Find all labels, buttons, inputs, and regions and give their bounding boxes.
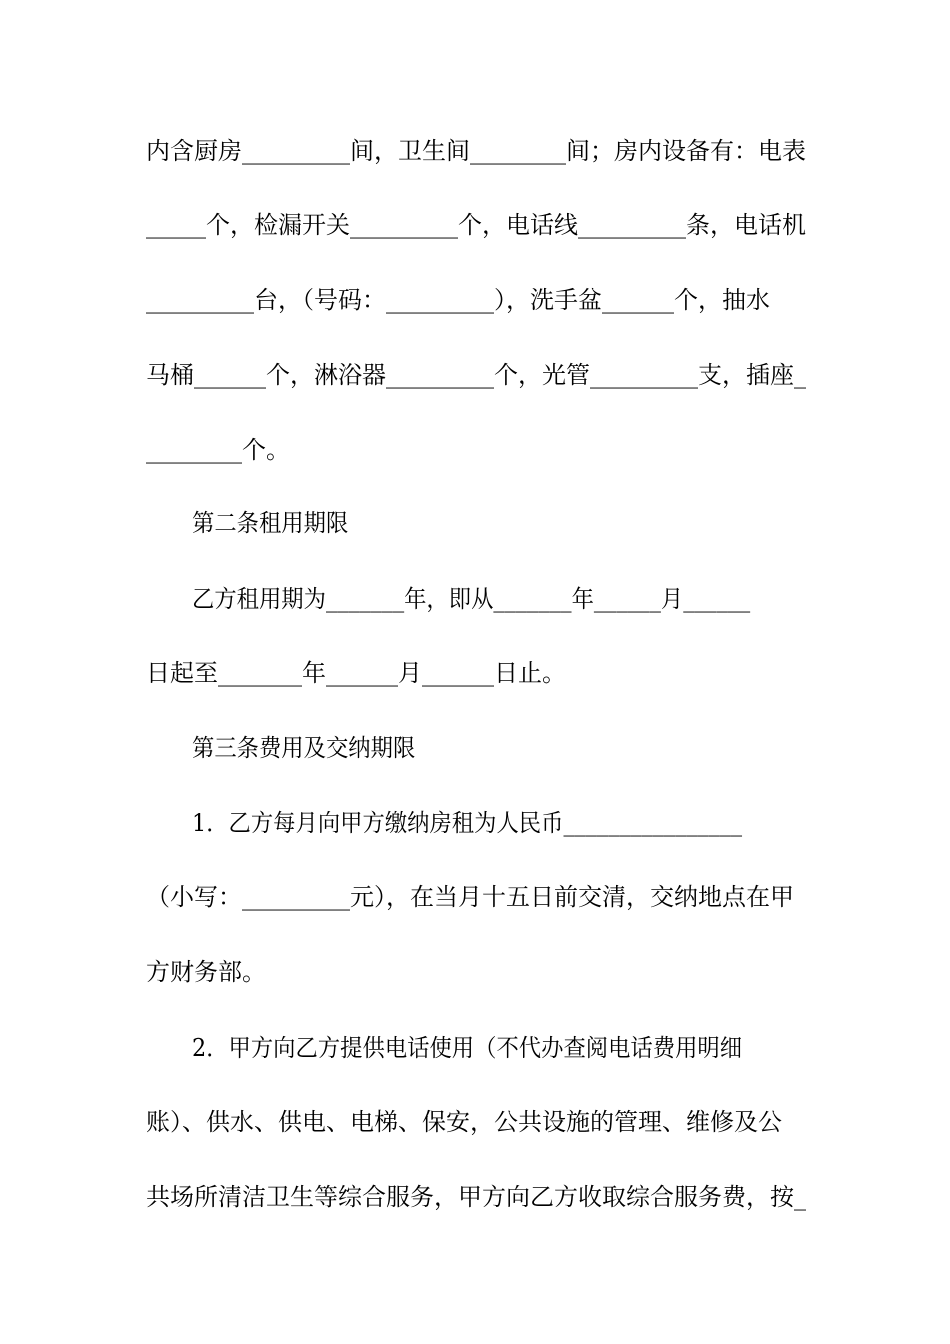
text-line: 2．甲方向乙方提供电话使用（不代办查阅电话费用明细	[192, 1034, 743, 1062]
text-line: （小写：_________元），在当月十五日前交清，交纳地点在甲	[146, 883, 794, 911]
text-line: _____个，检漏开关_________个，电话线_________条，电话机	[146, 211, 806, 239]
text-line: 1．乙方每月向甲方缴纳房租为人民币________________	[192, 809, 743, 837]
text-line: 账）、供水、供电、电梯、保安，公共设施的管理、维修及公	[146, 1108, 782, 1136]
text-line: ________个。	[146, 436, 290, 464]
text-line: 日起至_______年______月______日止。	[146, 659, 566, 687]
text-line: 内含厨房_________间，卫生间________间；房内设备有：电表	[146, 137, 806, 165]
section-heading: 第二条租用期限	[192, 509, 349, 537]
text-line: 马桶______个，淋浴器_________个，光管_________支，插座_	[146, 361, 806, 389]
text-line: 共场所清洁卫生等综合服务，甲方向乙方收取综合服务费，按_	[146, 1183, 806, 1211]
text-line: _________台，（号码：_________），洗手盆______个，抽水	[146, 286, 770, 314]
text-line: 乙方租用期为_______年，即从_______年______月______	[192, 585, 751, 613]
text-line: 方财务部。	[146, 958, 266, 986]
section-heading: 第三条费用及交纳期限	[192, 734, 416, 762]
